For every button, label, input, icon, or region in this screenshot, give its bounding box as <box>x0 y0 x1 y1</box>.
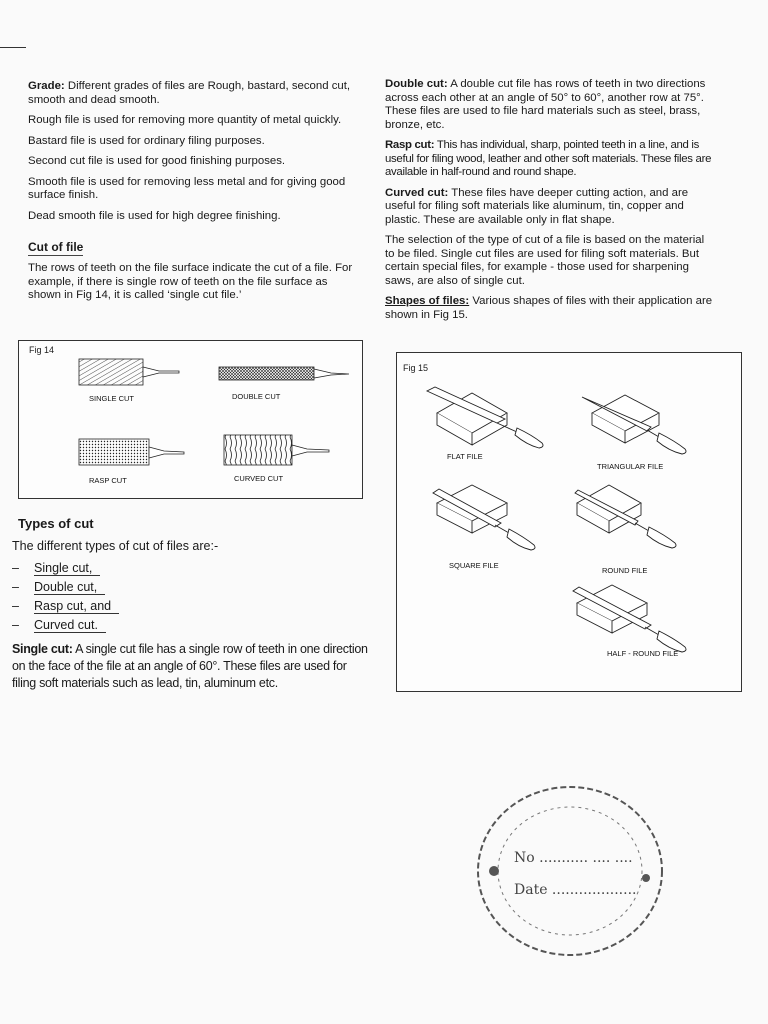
flat-file-illustration <box>427 387 543 448</box>
figure-14 <box>18 340 363 499</box>
shapes-paragraph <box>385 295 713 322</box>
types-of-cut-heading: Types of cut <box>18 516 94 531</box>
rasp-cut-label: Rasp cut: <box>385 139 435 151</box>
types-of-cut-list <box>12 559 372 635</box>
curved-cut-text: These files have deeper cutting action, and are useful for filing soft materials like aluminum, tin, copper and plastic. These are available only in flat shape. <box>385 186 689 226</box>
double-cut-label: Double cut: <box>385 78 448 90</box>
stamp-no: No ........... .... .... <box>514 850 633 866</box>
stamp-date: Date ................... <box>514 882 637 898</box>
square-file-label: SQUARE FILE <box>449 561 499 570</box>
double-cut-label: DOUBLE CUT <box>232 392 281 401</box>
round-file-label: ROUND FILE <box>602 566 648 575</box>
selection-paragraph: The selection of the type of cut of a file is based on the material to be filed. Single cut files are used for filing soft materials. But certain special files, for example - those used for sharpening saws, are also of single cut. <box>385 234 705 287</box>
double-cut-file-illustration <box>219 367 349 380</box>
half-round-file-label: HALF - ROUND FILE <box>607 649 679 658</box>
single-cut-label: SINGLE CUT <box>89 394 135 403</box>
fig14-title: Fig 14 <box>29 345 55 355</box>
triangular-file-label: TRIANGULAR FILE <box>597 462 664 471</box>
bastard-file-text: Bastard file is used for ordinary filing purposes. <box>28 134 265 147</box>
dead-smooth-text: Dead smooth file is used for high degree finishing. <box>28 209 281 222</box>
stamp-seal-icon <box>466 776 676 966</box>
fig15-title: Fig 15 <box>403 363 429 373</box>
curved-cut-label: CURVED CUT <box>234 474 284 483</box>
cut-of-file-heading: Cut of file <box>28 240 84 254</box>
single-cut-paragraph <box>12 641 372 692</box>
rasp-cut-label: RASP CUT <box>89 476 127 485</box>
half-round-file-illustration <box>573 585 686 652</box>
list-item: – Curved cut. <box>12 616 372 635</box>
smooth-file-text: Smooth file is used for removing less metal and for giving good surface finish. <box>28 175 346 201</box>
single-cut-file-illustration <box>79 359 179 385</box>
second-cut-text: Second cut file is used for good finishing purposes. <box>28 155 286 167</box>
square-file-illustration <box>433 485 535 550</box>
list-item: – Rasp cut, and <box>12 597 372 616</box>
types-of-cut-section <box>12 516 372 692</box>
round-file-illustration <box>575 485 676 548</box>
double-cut-paragraph <box>385 78 713 132</box>
list-item: – Single cut, <box>12 559 372 578</box>
single-cut-label: Single cut: <box>12 642 73 656</box>
triangular-file-illustration <box>582 395 686 454</box>
flat-file-label: FLAT FILE <box>447 452 483 461</box>
cut-of-file-text: The rows of teeth on the file surface indicate the cut of a file. For example, if there is single row of teeth on the file surface as shown in Fig 14, it is called ‘single cut file.’ <box>28 262 353 301</box>
rough-file-text: Rough file is used for removing more quantity of metal quickly. <box>28 114 342 126</box>
left-column <box>28 80 363 310</box>
shapes-text: Various shapes of files with their application are shown in Fig 15. <box>385 295 713 321</box>
double-cut-text: A double cut file has rows of teeth in two directions across each other at an angle of 50° to 60°, another row at 75°. These files are used to file hard materials such as steel, brass, bronze, etc. <box>385 78 706 131</box>
curved-cut-paragraph <box>385 187 713 228</box>
fig15-drawing <box>397 353 741 691</box>
page-edge-mark <box>0 47 26 48</box>
institution-stamp <box>466 776 676 966</box>
single-cut-text: A single cut file has a single row of teeth in one direction on the face of the file at an angle of 60°. These files are used for filing soft materials such as lead, tin, aluminum etc. <box>12 642 368 690</box>
grade-paragraph <box>28 80 363 107</box>
rasp-cut-file-illustration <box>79 439 184 465</box>
list-item: – Double cut, <box>12 578 372 597</box>
right-column <box>385 78 713 329</box>
curved-cut-file-illustration <box>224 435 329 465</box>
fig14-drawing <box>19 341 362 498</box>
grade-text: Different grades of files are Rough, bastard, second cut, smooth and dead smooth. <box>28 80 351 106</box>
rasp-cut-paragraph <box>385 139 713 180</box>
grade-label: Grade: <box>28 80 65 92</box>
rasp-cut-text: This has individual, sharp, pointed teeth in a line, and is useful for filing wood, leather and other soft materials. These files are available in half-round and round shape. <box>385 139 712 178</box>
shapes-label: Shapes of files: <box>385 295 470 307</box>
types-of-cut-lead: The different types of cut of files are:- <box>12 539 219 553</box>
figure-15 <box>396 352 742 692</box>
curved-cut-label: Curved cut: <box>385 186 449 199</box>
